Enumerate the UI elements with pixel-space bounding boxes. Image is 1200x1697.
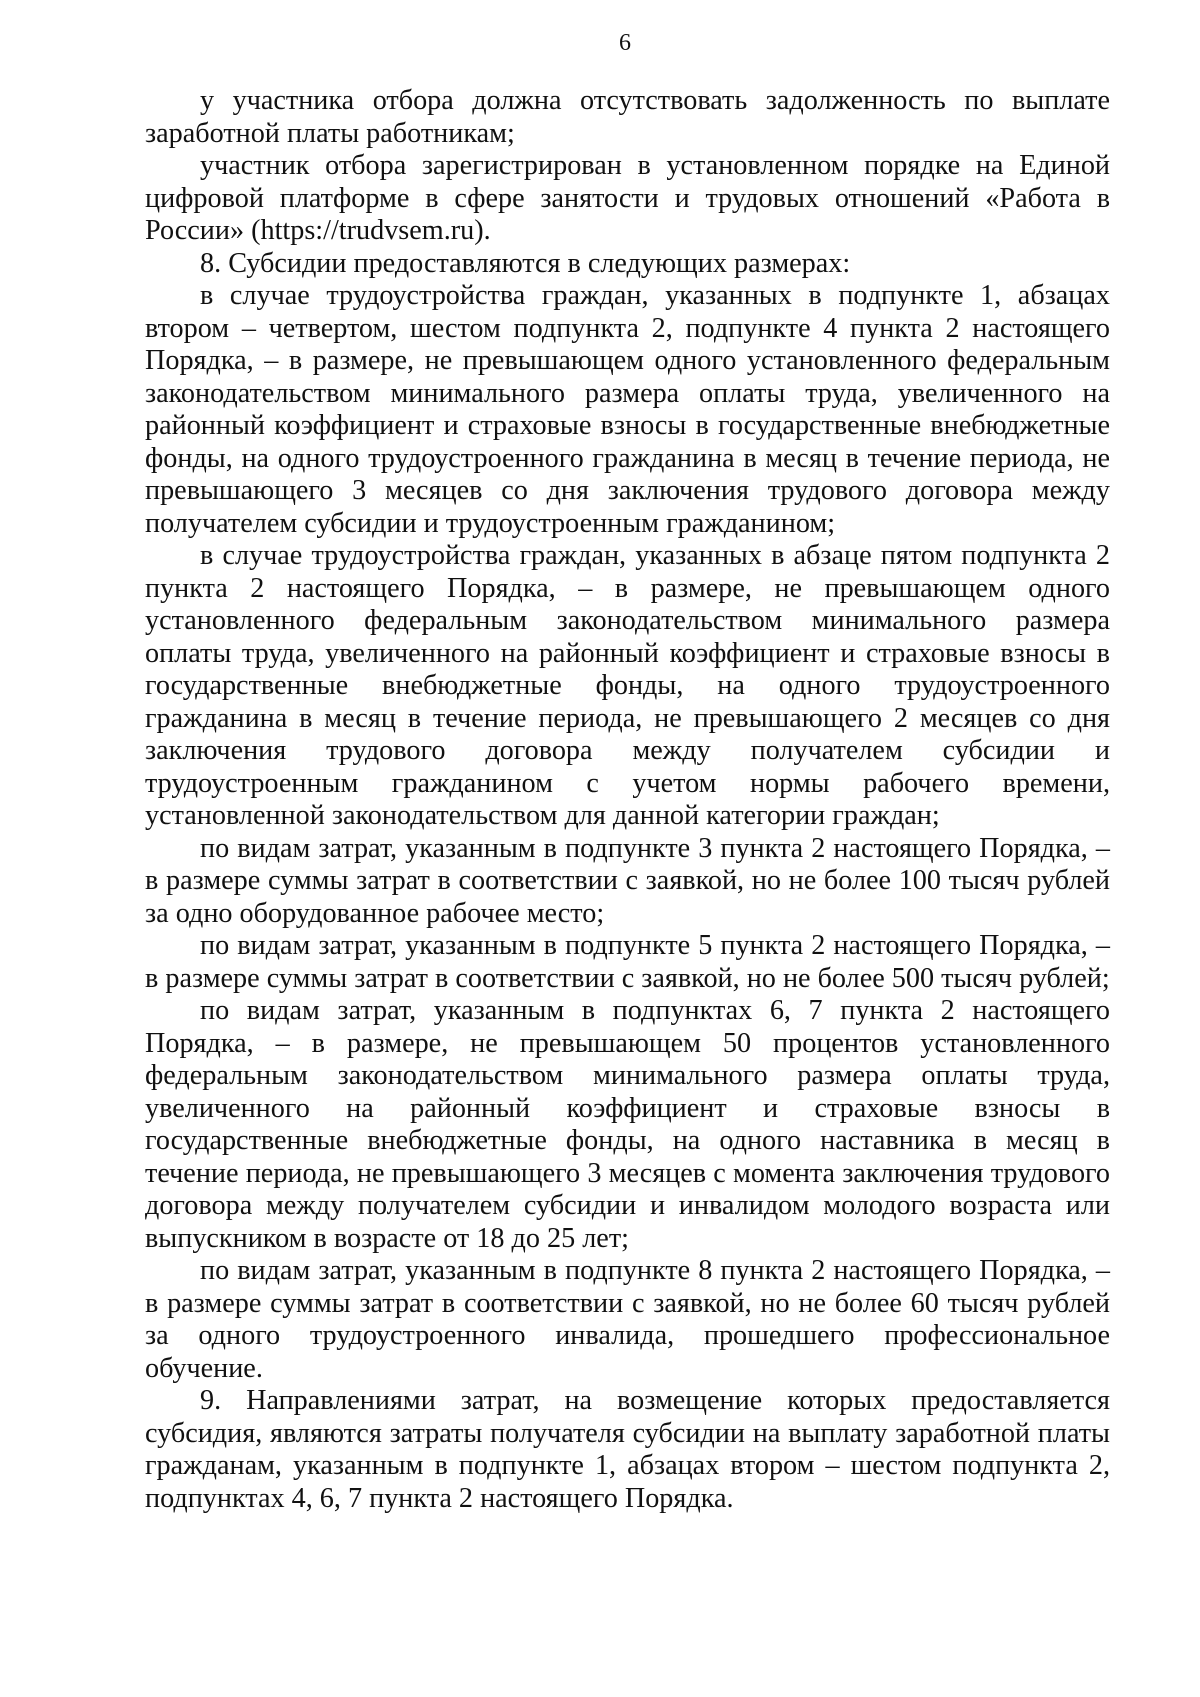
paragraph-section-8: 8. Субсидии предоставляются в следующих размерах: — [200, 247, 851, 279]
paragraph-platform-registration: участник отбора зарегистрирован в установленном порядке на Единой цифровой платформе в сфере занятости и трудовых отношений «Работа в России» (https://trudvsem.ru). — [145, 150, 1110, 246]
paragraph-costs-subitem-8: по видам затрат, указанным в подпункте 8 пункта 2 настоящего Порядка, – в размере суммы затрат в соответствии с заявкой, но не более 60 тысяч рублей за одного трудоустроенного инвалида, прошедшего профессиональное обучение. — [145, 1255, 1110, 1384]
paragraph-employment-3-months: в случае трудоустройства граждан, указанных в подпункте 1, абзацах втором – четвертом, шестом подпункта 2, подпункте 4 пункта 2 настоящего Порядка, – в размере, не превышающем одного установленного федеральным законодательством минимального размера оплаты труда, увеличенного на районный коэффициент и страховые взносы в государственные внебюджетные фонды, на одного трудоустроенного гражданина в месяц в течение периода, не превышающего 3 месяцев со дня заключения трудового договора между получателем субсидии и трудоустроенным гражданином; — [145, 280, 1110, 539]
document-body — [145, 85, 1110, 1515]
paragraph-costs-subitem-3: по видам затрат, указанным в подпункте 3 пункта 2 настоящего Порядка, – в размере суммы затрат в соответствии с заявкой, но не более 100 тысяч рублей за одно оборудованное рабочее место; — [145, 832, 1110, 929]
page-number: 6 — [619, 30, 631, 56]
paragraph-costs-subitem-5: по видам затрат, указанным в подпункте 5 пункта 2 настоящего Порядка, – в размере суммы затрат в соответствии с заявкой, но не более 500 тысяч рублей; — [145, 930, 1110, 994]
paragraph-section-9: 9. Направлениями затрат, на возмещение которых предоставляется субсидия, являются затраты получателя субсидии на выплату заработной платы гражданам, указанным в подпункте 1, абзацах втором – шестом подпункта 2, подпунктах 4, 6, 7 пункта 2 настоящего Порядка. — [145, 1385, 1110, 1514]
paragraph-costs-subitems-6-7: по видам затрат, указанным в подпунктах 6, 7 пункта 2 настоящего Порядка, – в размере, не превышающем 50 процентов установленного федеральным законодательством минимального размера оплаты труда, увеличенного на районный коэффициент и страховые взносы в государственные внебюджетные фонды, на одного наставника в месяц в течение периода, не превышающего 3 месяцев с момента заключения трудового договора между получателем субсидии и инвалидом молодого возраста или выпускником в возрасте от 18 до 25 лет; — [145, 995, 1110, 1254]
paragraph-no-debt: у участника отбора должна отсутствовать задолженность по выплате заработной платы работникам; — [145, 85, 1110, 149]
paragraph-employment-2-months: в случае трудоустройства граждан, указанных в абзаце пятом подпункта 2 пункта 2 настоящего Порядка, – в размере, не превышающем одного установленного федеральным законодательством минимального размера оплаты труда, увеличенного на районный коэффициент и страховые взносы в государственные внебюджетные фонды, на одного трудоустроенного гражданина в месяц в течение периода, не превышающего 2 месяцев со дня заключения трудового договора между получателем субсидии и трудоустроенным гражданином с учетом нормы рабочего времени, установленной законодательством для данной категории граждан; — [145, 540, 1110, 831]
